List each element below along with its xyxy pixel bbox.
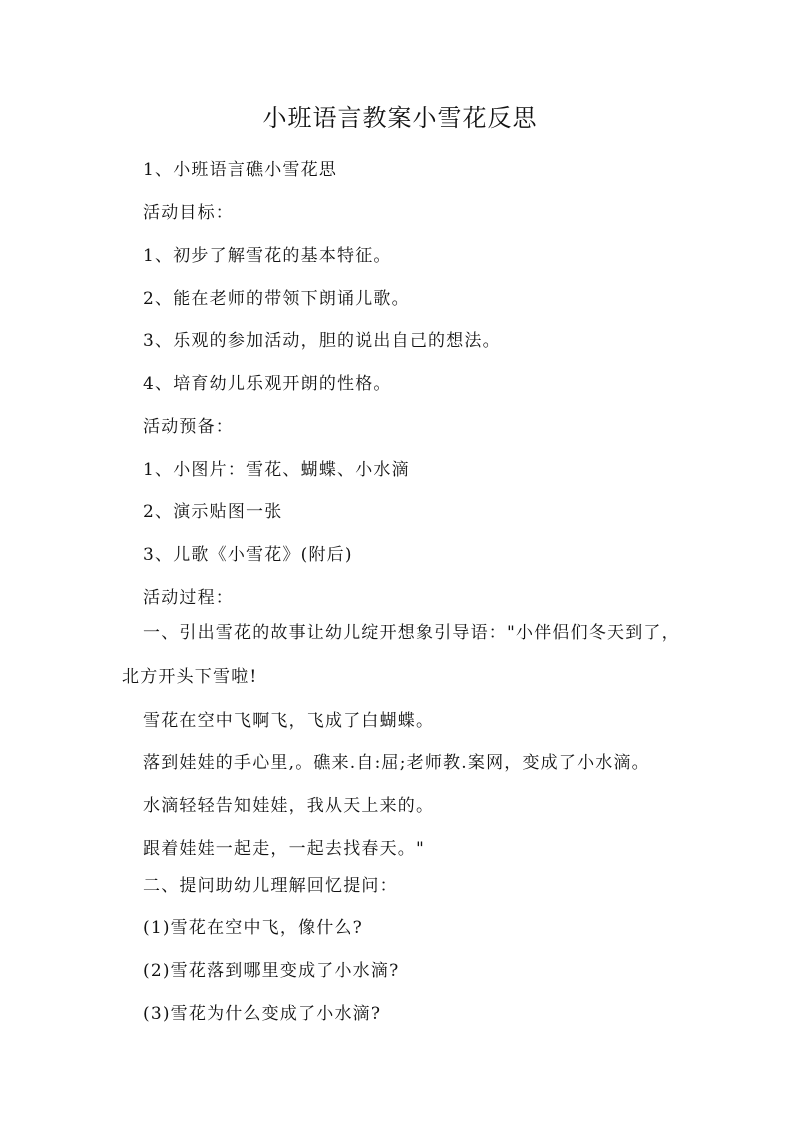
text-line-14: 雪花在空中飞啊飞，飞成了白蝴蝶。 xyxy=(143,711,435,731)
text-line-15: 落到娃娃的手心里,。礁来.自:屈;老师教.案网，变成了小水滴。 xyxy=(143,753,650,773)
text-line-4: 2、能在老师的带领下朗诵儿歌。 xyxy=(143,289,410,309)
text-line-18: 二、提问助幼儿理解回忆提问： xyxy=(143,876,398,896)
text-line-13: 北方开头下雪啦! xyxy=(122,667,258,687)
text-line-6: 4、培育幼儿乐观开朗的性格。 xyxy=(143,374,392,394)
document-title: 小班语言教案小雪花反思 xyxy=(262,104,538,132)
text-line-19: (1)雪花在空中飞，像什么? xyxy=(143,918,363,938)
text-line-20: (2)雪花落到哪里变成了小水滴? xyxy=(143,961,400,981)
text-line-5: 3、乐观的参加活动，胆的说出自己的想法。 xyxy=(143,331,501,351)
text-line-2: 活动目标： xyxy=(143,203,234,223)
text-line-1: 1、小班语言礁小雪花思 xyxy=(143,160,338,180)
text-line-11: 活动过程： xyxy=(143,588,234,608)
text-line-17: 跟着娃娃一起走，一起去找春天。" xyxy=(143,839,426,859)
text-line-10: 3、儿歌《小雪花》(附后) xyxy=(143,545,353,565)
text-line-7: 活动预备： xyxy=(143,417,234,437)
text-line-16: 水滴轻轻告知娃娃，我从天上来的。 xyxy=(143,796,435,816)
text-line-8: 1、小图片：雪花、蝴蝶、小水滴 xyxy=(143,460,410,480)
text-line-12: 一、引出雪花的故事让幼儿绽开想象引导语："小伴侣们冬天到了， xyxy=(143,623,680,643)
text-line-21: (3)雪花为什么变成了小水滴? xyxy=(143,1004,382,1024)
text-line-3: 1、初步了解雪花的基本特征。 xyxy=(143,246,392,266)
text-line-9: 2、演示贴图一张 xyxy=(143,502,283,522)
